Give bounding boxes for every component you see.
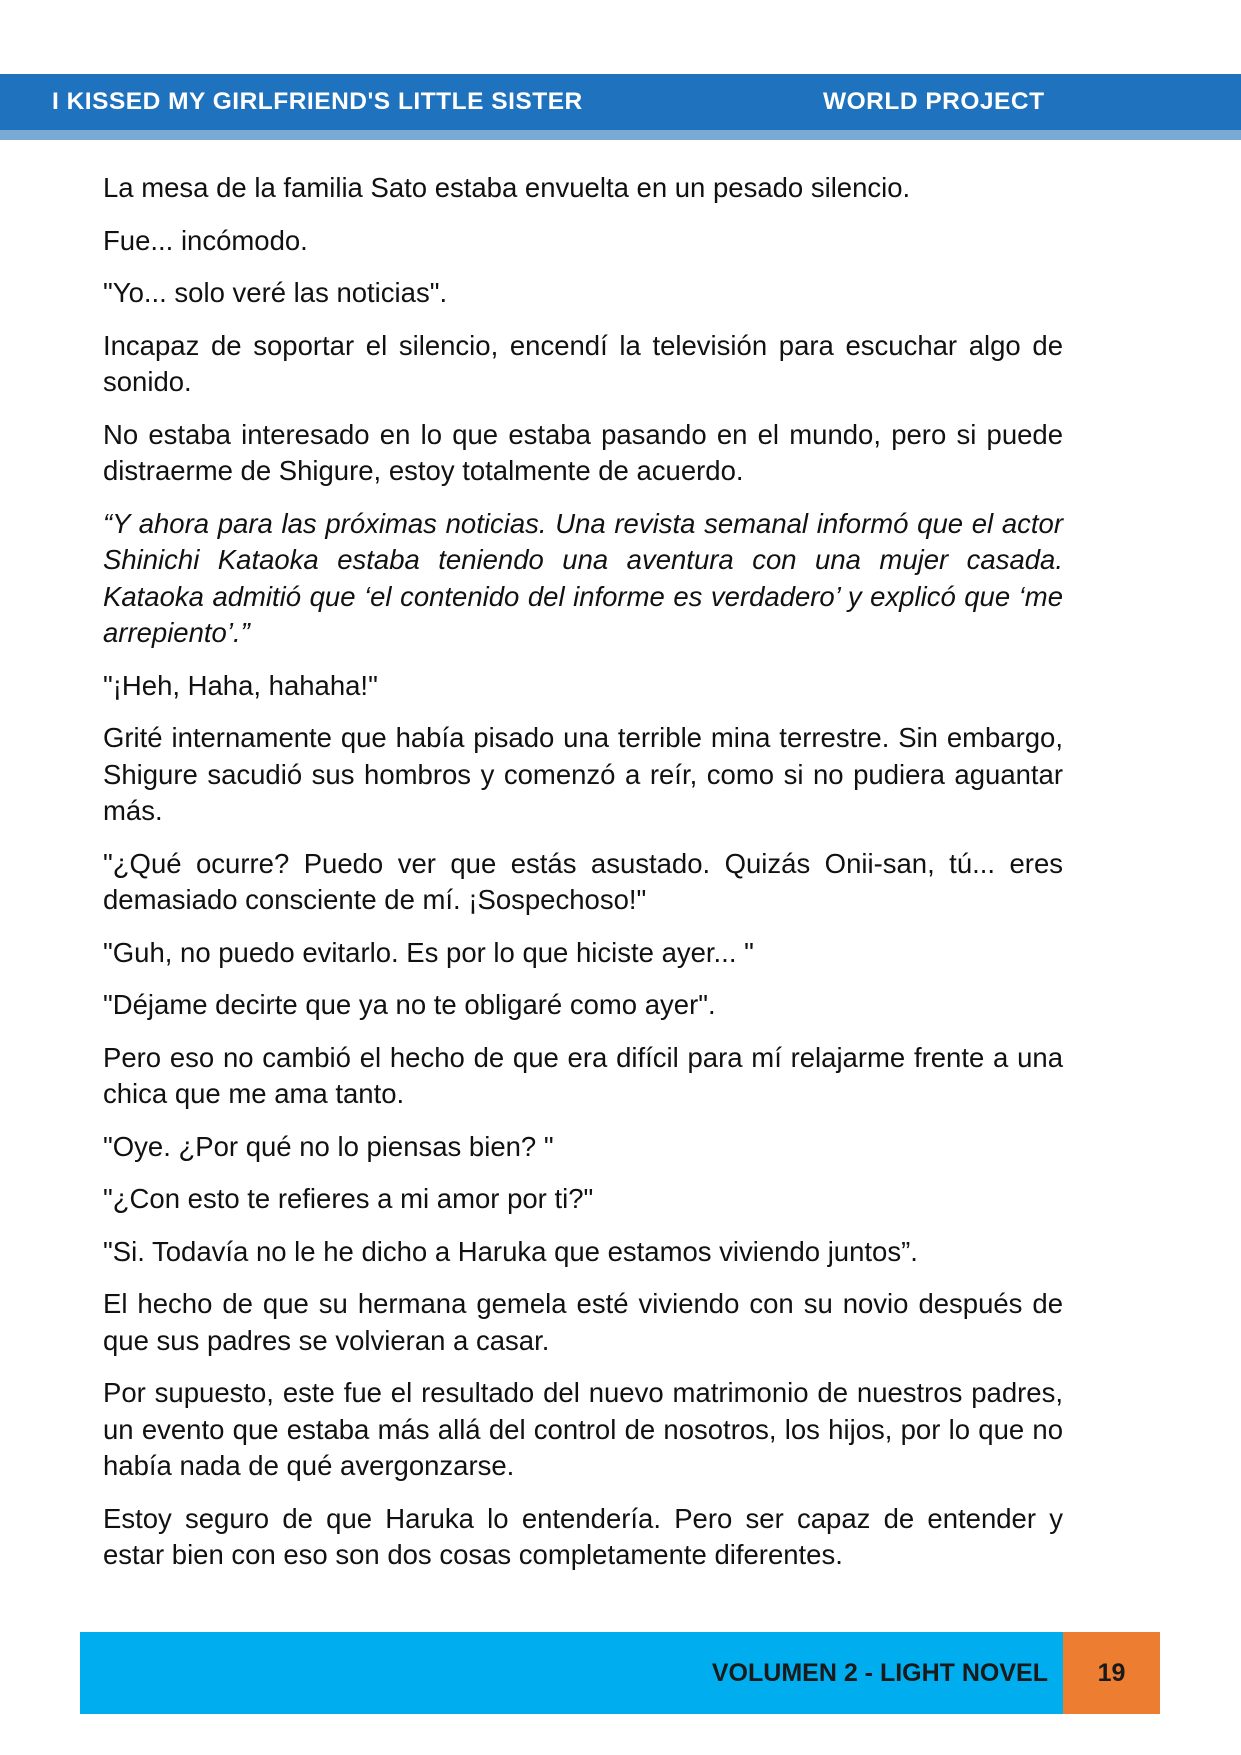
paragraph: Estoy seguro de que Haruka lo entendería. Pero ser capaz de entender y estar bien con eso son dos cosas completamente diferentes. [103,1502,1063,1570]
paragraph: "Si. Todavía no le he dicho a Haruka que estamos viviendo juntos”. [103,1235,918,1267]
page-body [103,170,1063,1590]
paragraph: "¿Con esto te refieres a mi amor por ti?" [103,1183,594,1214]
paragraph: "¿Qué ocurre? Puedo ver que estás asustado. Quizás Onii-san, tú... eres demasiado consciente de mí. ¡Sospechoso!" [103,847,1063,915]
group-name: WORLD PROJECT [823,88,1045,115]
paragraph: Pero eso no cambió el hecho de que era difícil para mí relajarme frente a una chica que me ama tanto. [103,1041,1063,1109]
paragraph: "Oye. ¿Por qué no lo piensas bien? " [103,1130,554,1162]
volume-label: VOLUMEN 2 - LIGHT NOVEL [711,1659,1048,1687]
paragraph: Incapaz de soportar el silencio, encendí la televisión para escuchar algo de sonido. [103,329,1063,397]
header-stripe [0,130,1241,140]
tv-news-quote: “Y ahora para las próximas noticias. Una revista semanal informó que el actor Shinichi Kataoka estaba teniendo una aventura con una mujer casada. Kataoka admitió que ‘el contenido del informe es verdadero’ y explicó que ‘me arrepiento’.” [103,507,1063,648]
paragraph: Fue... incómodo. [103,224,308,256]
paragraph: No estaba interesado en lo que estaba pasando en el mundo, pero si puede distraerme de Shigure, estoy totalmente de acuerdo. [103,418,1063,486]
series-title: I KISSED MY GIRLFRIEND'S LITTLE SISTER [52,88,583,115]
paragraph: El hecho de que su hermana gemela esté viviendo con su novio después de que sus padres se volvieran a casar. [103,1288,1063,1356]
paragraph: "Déjame decirte que ya no te obligaré como ayer". [103,989,716,1020]
paragraph: "Guh, no puedo evitarlo. Es por lo que hiciste ayer... " [103,936,754,968]
paragraph: La mesa de la familia Sato estaba envuelta en un pesado silencio. [103,172,911,203]
paragraph: Grité internamente que había pisado una terrible mina terrestre. Sin embargo, Shigure sacudió sus hombros y comenzó a reír, como si no pudiera aguantar más. [103,722,1063,826]
paragraph: "Yo... solo veré las noticias". [103,277,448,308]
page-number: 19 [1097,1659,1126,1687]
paragraph: Por supuesto, este fue el resultado del nuevo matrimonio de nuestros padres, un evento que estaba más allá del control de nosotros, los hijos, por lo que no había nada de qué avergonzarse. [103,1377,1063,1481]
paragraph: "¡Heh, Haha, hahaha!" [103,669,378,701]
